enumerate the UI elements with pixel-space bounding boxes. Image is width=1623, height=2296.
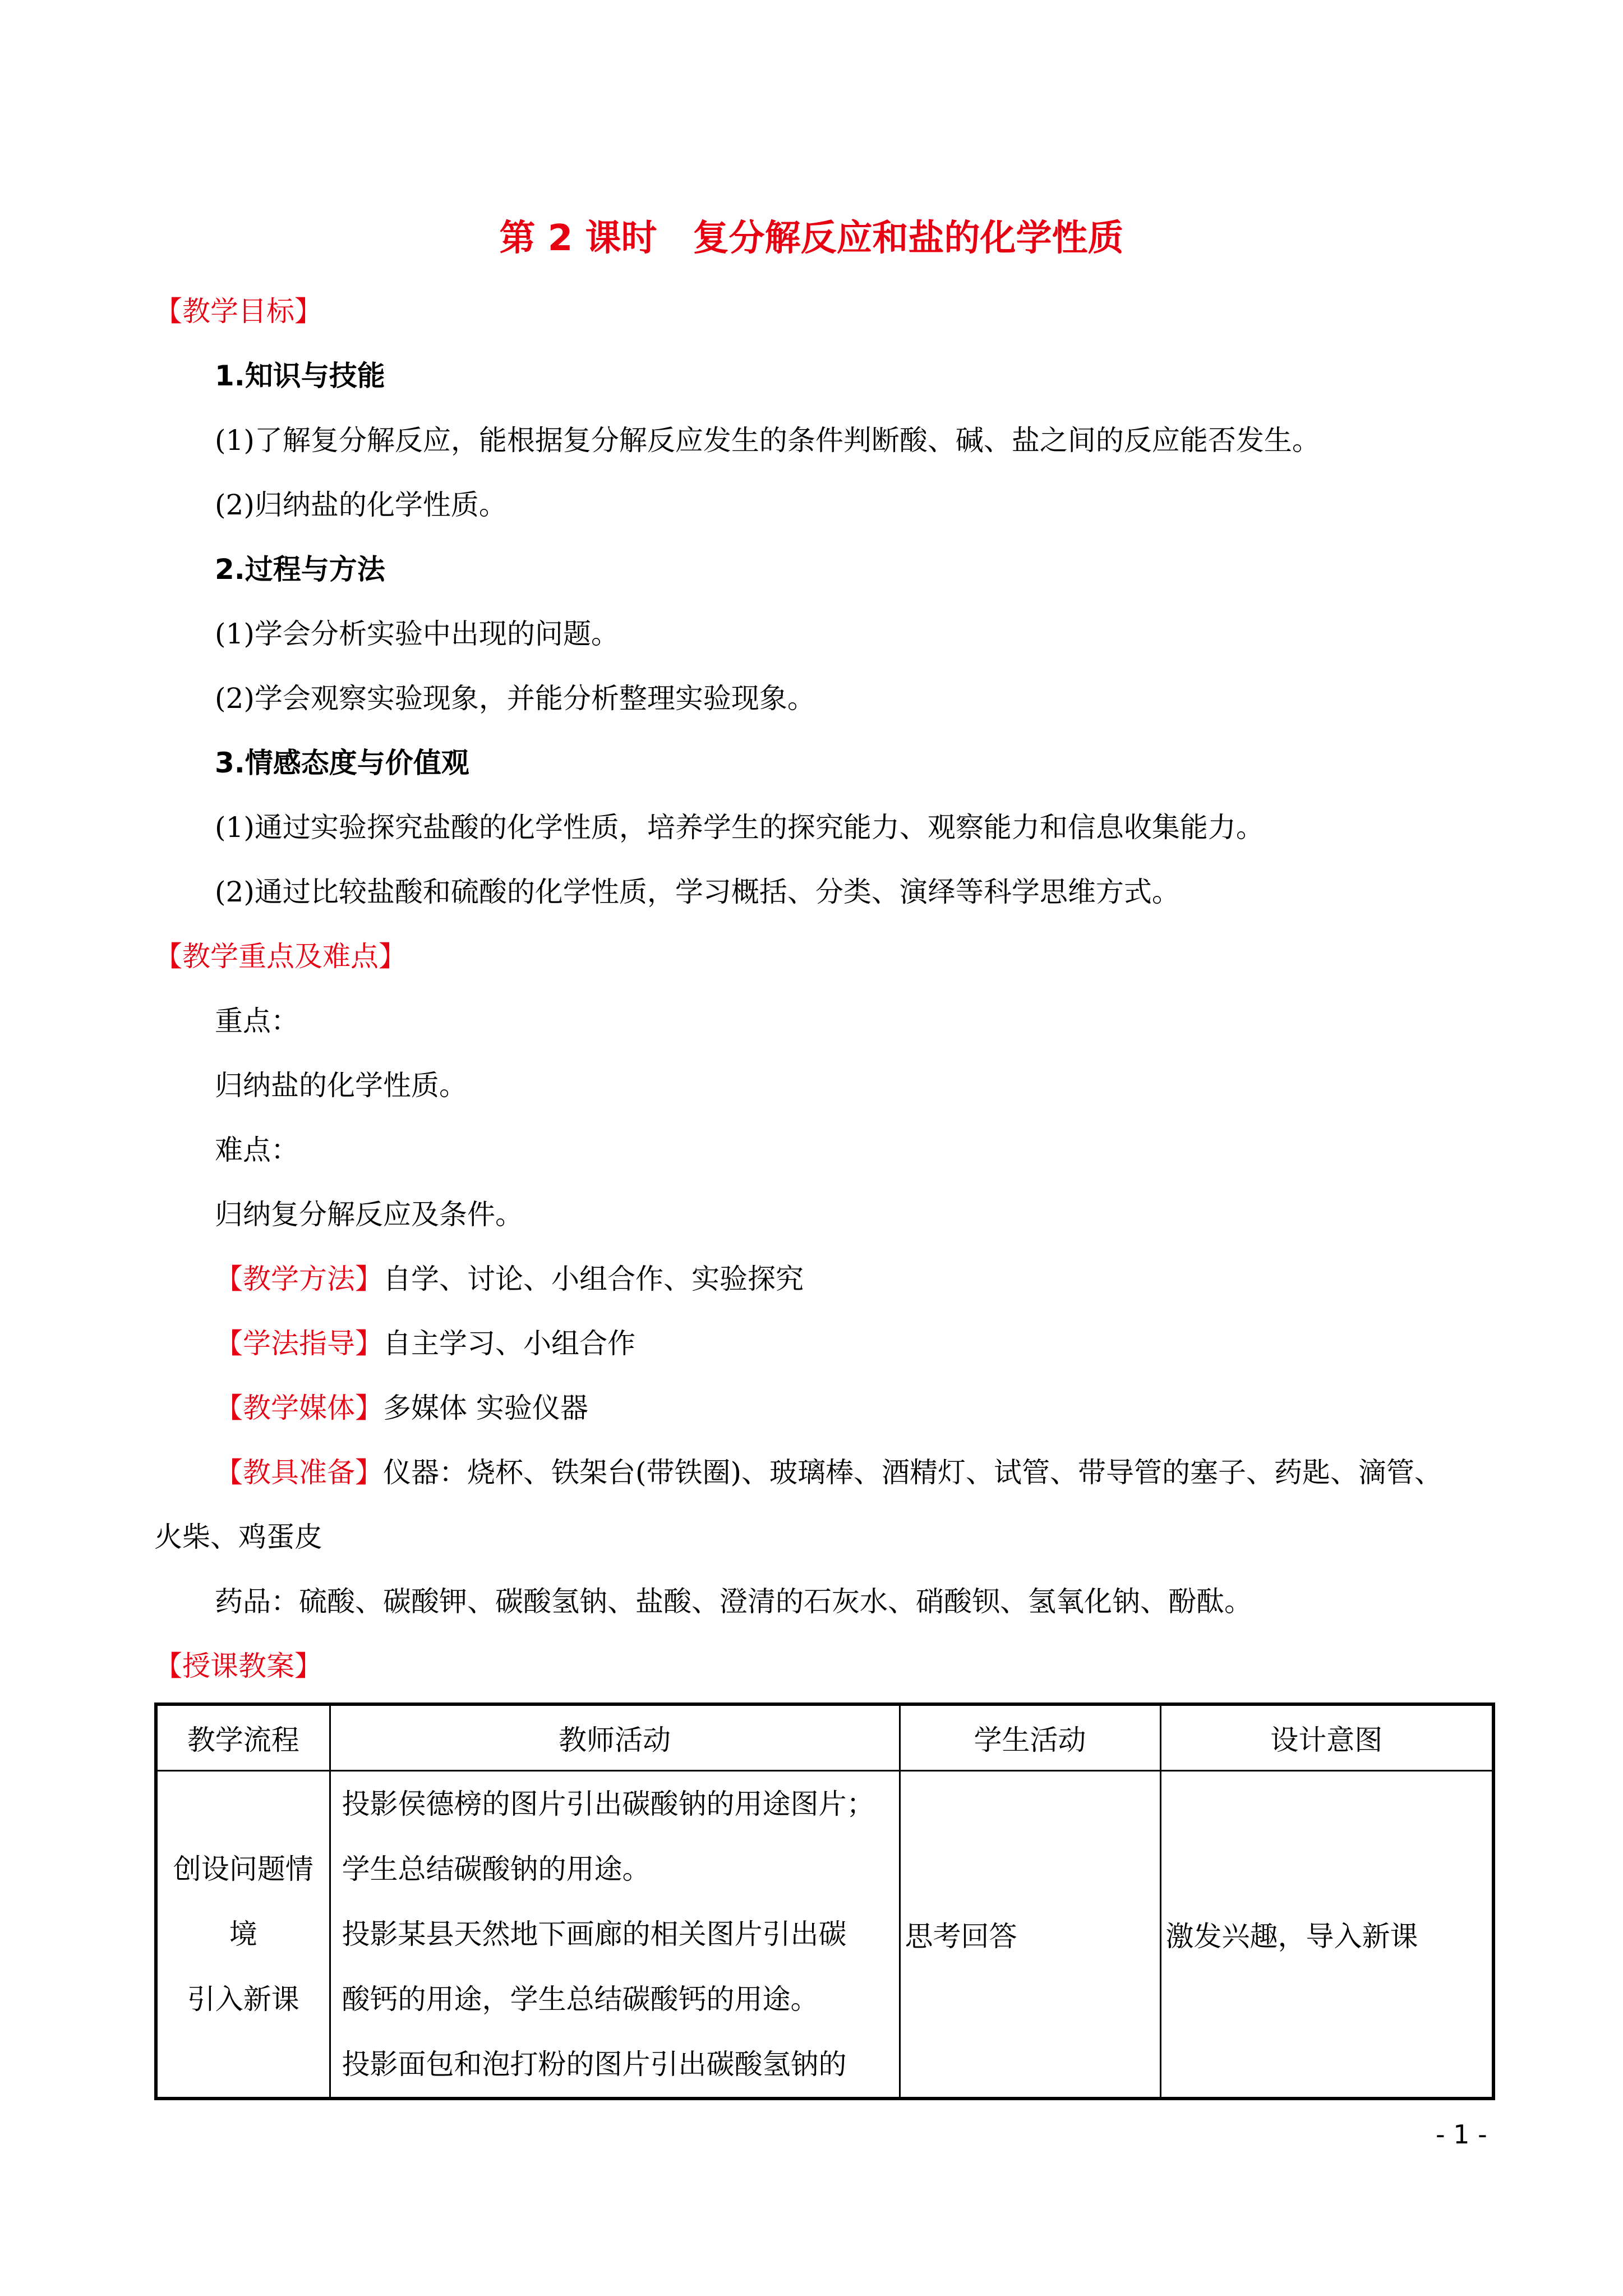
table-header-row xyxy=(156,1704,1493,1771)
page-number: - 1 - xyxy=(1436,2119,1487,2150)
emotion-heading: 3.情感态度与价值观 xyxy=(215,747,469,779)
column-header-stage: 教学流程 xyxy=(156,1704,330,1771)
media-label: 【教学媒体】 xyxy=(215,1392,383,1424)
column-header-student: 学生活动 xyxy=(900,1704,1160,1771)
difficult-label: 难点： xyxy=(215,1134,299,1166)
stage-cell xyxy=(156,1771,330,2099)
teacher-activity-cell xyxy=(330,1771,900,2099)
stage-line: 引入新课 xyxy=(187,1983,299,2016)
equipment-label: 【教具准备】 xyxy=(215,1456,383,1489)
lesson-title: 第 2 课时 复分解反应和盐的化学性质 xyxy=(499,218,1124,259)
design-intent-cell: 激发兴趣，导入新课 xyxy=(1160,1771,1493,2099)
lesson-plan-heading: 【授课教案】 xyxy=(154,1650,322,1682)
guidance-line xyxy=(215,1321,635,1366)
stage-line: 境 xyxy=(229,1918,257,1950)
equipment-text-1: 仪器：烧杯、铁架台(带铁圈)、玻璃棒、酒精灯、试管、带导管的塞子、药匙、滴管、 xyxy=(383,1456,1443,1489)
process-heading: 2.过程与方法 xyxy=(215,553,385,586)
media-text: 多媒体 实验仪器 xyxy=(383,1392,588,1424)
emotion-item-2: (2)通过比较盐酸和硫酸的化学性质，学习概括、分类、演绎等科学思维方式。 xyxy=(215,876,1180,908)
guidance-label: 【学法指导】 xyxy=(215,1327,383,1360)
teacher-line: 投影某县天然地下画廊的相关图片引出碳 xyxy=(342,1918,847,1950)
lesson-plan-table xyxy=(154,1703,1495,2100)
teacher-line: 投影侯德榜的图片引出碳酸钠的用途图片； xyxy=(342,1788,875,1820)
teacher-line: 投影面包和泡打粉的图片引出碳酸氢钠的 xyxy=(342,2048,847,2081)
method-line xyxy=(215,1257,804,1301)
key-points-heading: 【教学重点及难点】 xyxy=(154,940,407,973)
method-text: 自学、讨论、小组合作、实验探究 xyxy=(383,1263,804,1295)
method-label: 【教学方法】 xyxy=(215,1263,383,1295)
key-text: 归纳盐的化学性质。 xyxy=(215,1069,467,1102)
reagents-line: 药品：硫酸、碳酸钾、碳酸氢钠、盐酸、澄清的石灰水、硝酸钡、氢氧化钠、酚酞。 xyxy=(215,1585,1252,1618)
emotion-item-1: (1)通过实验探究盐酸的化学性质，培养学生的探究能力、观察能力和信息收集能力。 xyxy=(215,811,1264,844)
equipment-line xyxy=(215,1450,1442,1495)
difficult-text: 归纳复分解反应及条件。 xyxy=(215,1198,523,1231)
process-item-2: (2)学会观察实验现象，并能分析整理实验现象。 xyxy=(215,682,815,715)
stage-line: 创设问题情 xyxy=(173,1853,313,1885)
key-label: 重点： xyxy=(215,1005,299,1037)
column-header-teacher: 教师活动 xyxy=(330,1704,900,1771)
column-header-intent: 设计意图 xyxy=(1160,1704,1493,1771)
process-item-1: (1)学会分析实验中出现的问题。 xyxy=(215,618,619,650)
knowledge-heading: 1.知识与技能 xyxy=(215,360,385,392)
knowledge-item-2: (2)归纳盐的化学性质。 xyxy=(215,489,507,521)
table-row xyxy=(156,1771,1493,2099)
teacher-line: 酸钙的用途，学生总结碳酸钙的用途。 xyxy=(342,1983,819,2016)
equipment-text-2: 火柴、鸡蛋皮 xyxy=(154,1521,322,1553)
knowledge-item-1: (1)了解复分解反应，能根据复分解反应发生的条件判断酸、碱、盐之间的反应能否发生。 xyxy=(215,424,1320,457)
media-line xyxy=(215,1386,588,1430)
objectives-heading: 【教学目标】 xyxy=(154,295,322,328)
teacher-line: 学生总结碳酸钠的用途。 xyxy=(342,1853,651,1885)
student-activity-cell: 思考回答 xyxy=(900,1771,1160,2099)
guidance-text: 自主学习、小组合作 xyxy=(383,1327,635,1360)
